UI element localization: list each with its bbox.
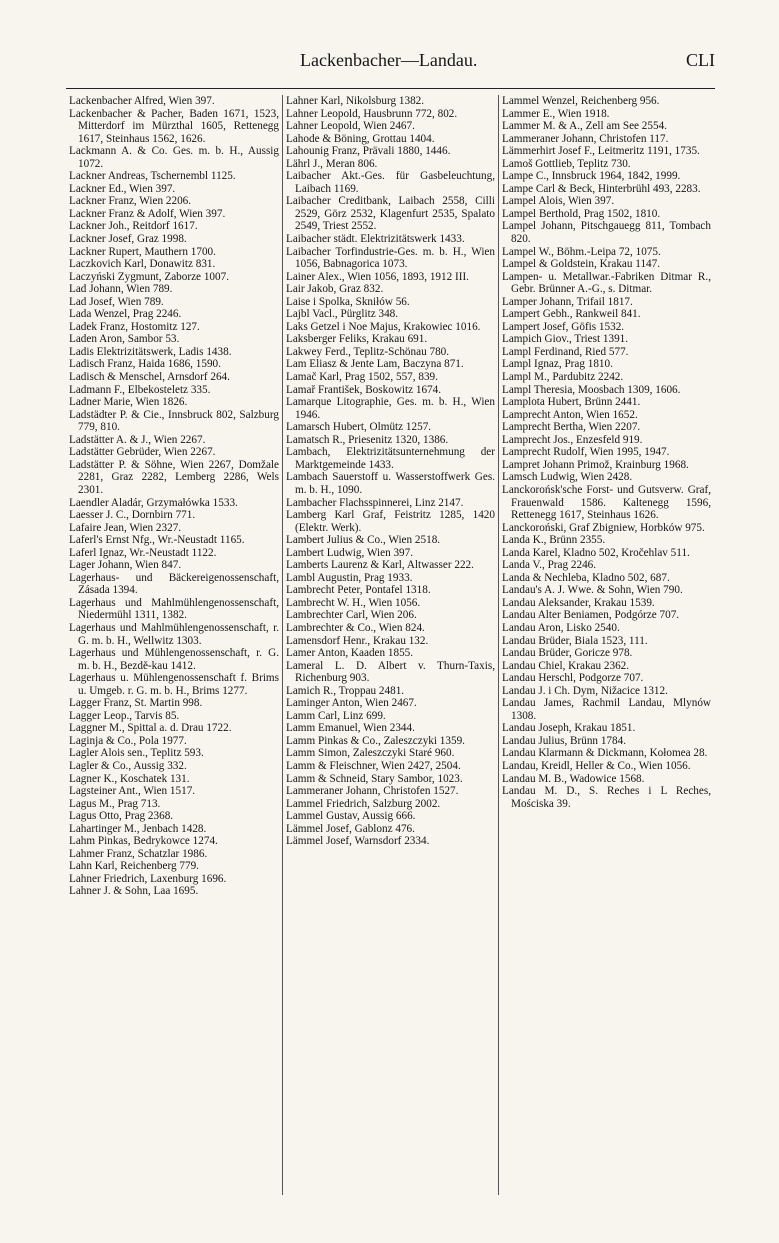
directory-entry: Landau Brüder, Goricze 978.: [502, 647, 633, 660]
directory-entry: Lagerhaus und Mahlmühlengenossenschaft, Niedermühl 1311, 1382.: [69, 596, 279, 622]
directory-entry: Lambl Augustin, Prag 1933.: [286, 571, 413, 584]
directory-entry: Lampl Ignaz, Prag 1810.: [502, 358, 613, 371]
directory-entry: Lammel Wenzel, Reichenberg 956.: [502, 95, 660, 107]
directory-entry: Lam Eliasz & Jente Lam, Baczyna 871.: [286, 358, 464, 371]
directory-column-3: [498, 95, 714, 1195]
directory-entry: Lamprecht Bertha, Wien 2207.: [502, 421, 641, 434]
directory-entry: Ladek Franz, Hostomitz 127.: [69, 320, 200, 333]
directory-entry: Lambert Ludwig, Wien 397.: [286, 546, 414, 559]
directory-entry: Lammer M. & A., Zell am See 2554.: [502, 120, 667, 133]
directory-entry: Lammeraner Johann, Christofen 1527.: [286, 785, 459, 798]
directory-entry: Lagsteiner Ant., Wien 1517.: [69, 785, 196, 798]
directory-entry: Lambert Julius & Co., Wien 2518.: [286, 534, 441, 547]
directory-entry: Lahner Leopold, Hausbrunn 772, 802.: [286, 107, 458, 120]
directory-entry: Lakwey Ferd., Teplitz-Schönau 780.: [286, 345, 450, 358]
directory-entry: Lampl Ferdinand, Ried 577.: [502, 345, 629, 358]
page-title: Lackenbacher—Landau.: [300, 50, 478, 70]
directory-entry: Laferl's Ernst Nfg., Wr.-Neustadt 1165.: [69, 534, 245, 547]
directory-entry: Laczyński Zygmunt, Zaborze 1007.: [69, 270, 229, 283]
directory-entry: Lamprecht Jos., Enzesfeld 919.: [502, 433, 643, 446]
directory-entry: Lampel Johann, Pitschgauegg 811, Tombach 820.: [502, 220, 711, 246]
directory-entry: Laden Aron, Sambor 53.: [69, 333, 180, 346]
directory-entry: Landau Joseph, Krakau 1851.: [502, 722, 636, 735]
directory-entry: Lahmer Franz, Schatzlar 1986.: [69, 847, 208, 860]
directory-entry: Lamm & Schneid, Stary Sambor, 1023.: [286, 772, 463, 785]
directory-entry: Ladstätter A. & J., Wien 2267.: [69, 433, 206, 446]
directory-entry: Lamberg Karl Graf, Feistritz 1285, 1420 (Elektr. Werk).: [286, 509, 495, 534]
directory-entry: Lampel Alois, Wien 397.: [502, 195, 615, 208]
directory-entry: Lampel & Goldstein, Krakau 1147.: [502, 258, 661, 271]
directory-entry: Lager Johann, Wien 847.: [69, 559, 182, 572]
directory-entry: Lamsch Ludwig, Wien 2428.: [502, 471, 633, 484]
directory-entry: Landau's A. J. Wwe. & Sohn, Wien 790.: [502, 584, 683, 597]
directory-entry: Landa Karel, Kladno 502, Kročehlav 511.: [502, 546, 690, 559]
directory-entry: Lagerhaus- und Bäckereigenossenschaft, Zásada 1394.: [69, 571, 279, 597]
directory-entry: Lampel Berthold, Prag 1502, 1810.: [502, 207, 661, 220]
directory-entry: Landau James, Rachmil Landau, Mlynów 1308.: [502, 697, 711, 722]
directory-entry: Lahner J. & Sohn, Laa 1695.: [69, 885, 199, 898]
directory-entry: Lahode & Böning, Grottau 1404.: [286, 132, 435, 145]
directory-entry: Lackmann A. & Co. Ges. m. b. H., Aussig 1072.: [69, 145, 279, 170]
directory-entry: Lahm Pinkas, Bedrykowce 1274.: [69, 835, 218, 848]
directory-entry: Lamař František, Boskowitz 1674.: [286, 383, 442, 396]
directory-entry: Lagner K., Koschatek 131.: [69, 772, 190, 785]
directory-column-2: [282, 95, 498, 1195]
directory-entry: Lad Josef, Wien 789.: [69, 295, 164, 308]
directory-entry: Lampich Giov., Triest 1391.: [502, 333, 629, 346]
directory-entry: Lämmel Josef, Warnsdorf 2334.: [286, 835, 430, 848]
directory-entry: Lampel W., Böhm.-Leipa 72, 1075.: [502, 245, 661, 258]
directory-entry: Lamplota Hubert, Brünn 2441.: [502, 396, 641, 409]
directory-entry: Landau Alter Beniamen, Podgórze 707.: [502, 609, 680, 622]
directory-entry: Ladstädter P. & Cie., Innsbruck 802, Salzburg 779, 810.: [69, 408, 279, 434]
directory-entry: Lamm & Fleischner, Wien 2427, 2504.: [286, 759, 461, 772]
directory-entry: Landa V., Prag 2246.: [502, 559, 597, 572]
directory-entry: Landau M. B., Wadowice 1568.: [502, 772, 645, 785]
directory-entry: Lammel Friedrich, Salzburg 2002.: [286, 797, 441, 810]
directory-entry: Lafaire Jean, Wien 2327.: [69, 521, 182, 534]
directory-entry: Ladstätter Gebrüder, Wien 2267.: [69, 446, 216, 459]
directory-entry: Landau Julius, Brünn 1784.: [502, 734, 626, 747]
directory-entry: Lameral L. D. Albert v. Thurn-Taxis, Richenburg 903.: [286, 659, 495, 685]
directory-entry: Lamensdorf Henr., Krakau 132.: [286, 634, 429, 647]
directory-entry: Lamm Simon, Zaleszczyki Staré 960.: [286, 747, 455, 760]
directory-entry: Laferl Ignaz, Wr.-Neustadt 1122.: [69, 546, 217, 559]
directory-entry: Lampe Carl & Beck, Hinterbrühl 493, 2283.: [502, 182, 701, 195]
directory-entry: Lahner Friedrich, Laxenburg 1696.: [69, 872, 227, 885]
directory-entry: Lackenbacher Alfred, Wien 397.: [69, 95, 215, 107]
page-header: [0, 50, 779, 74]
directory-entry: Laise i Spolka, Skniłów 56.: [286, 295, 410, 308]
directory-entry: Landau J. i Ch. Dym, Nižacice 1312.: [502, 684, 668, 697]
page-number: CLI: [686, 50, 715, 70]
directory-entry: Lampl Theresia, Moosbach 1309, 1606.: [502, 383, 681, 396]
directory-entry: Laibacher Akt.-Ges. für Gasbeleuchtung, Laibach 1169.: [286, 170, 495, 195]
directory-entry: Lagus Otto, Prag 2368.: [69, 810, 174, 823]
directory-entry: Lackner Joh., Reitdorf 1617.: [69, 220, 198, 233]
directory-entry: Lambach, Elektrizitätsunternehmung der Marktgemeinde 1433.: [286, 446, 495, 471]
directory-entry: Laks Getzel i Noe Majus, Krakowiec 1016.: [286, 320, 481, 333]
directory-entry: Lagger Franz, St. Martin 998.: [69, 697, 203, 710]
directory-entry: Laczkovich Karl, Donawitz 831.: [69, 258, 216, 271]
directory-entry: Lambrechter & Co., Wien 824.: [286, 621, 425, 634]
directory-entry: Lajbl Vacl., Pürglitz 348.: [286, 308, 399, 321]
directory-entry: Lamprecht Anton, Wien 1652.: [502, 408, 638, 421]
header-rule: [66, 88, 715, 89]
directory-entry: Lampl M., Pardubitz 2242.: [502, 371, 624, 384]
directory-entry: Lahn Karl, Reichenberg 779.: [69, 860, 199, 873]
directory-entry: Lahartinger M., Jenbach 1428.: [69, 822, 207, 835]
directory-entry: Lagler Alois sen., Teplitz 593.: [69, 747, 204, 760]
directory-entry: Laminger Anton, Wien 2467.: [286, 697, 417, 710]
directory-entry: Landa K., Brünn 2355.: [502, 534, 606, 547]
directory-entry: Lamarque Litographie, Ges. m. b. H., Wien 1946.: [286, 396, 495, 421]
directory-entry: Lammer E., Wien 1918.: [502, 107, 610, 120]
directory-entry: Ladis Elektrizitätswerk, Ladis 1438.: [69, 345, 232, 358]
directory-entry: Lampret Johann Primož, Krainburg 1968.: [502, 458, 689, 471]
directory-entry: Lampert Josef, Göfis 1532.: [502, 320, 625, 333]
directory-entry: Lampen- u. Metallwar.-Fabriken Ditmar R., Gebr. Brünner A.-G., s. Ditmar.: [502, 270, 711, 296]
directory-entry: Lagler & Co., Aussig 332.: [69, 759, 187, 772]
directory-entry: Lamač Karl, Prag 1502, 557, 839.: [286, 371, 438, 384]
directory-entry: Lagerhaus u. Mühlengenossenschaft f. Brims u. Umgeb. r. G. m. b. H., Brims 1277.: [69, 672, 279, 697]
directory-entry: Landau Chiel, Krakau 2362.: [502, 659, 630, 672]
directory-entry: Lampe C., Innsbruck 1964, 1842, 1999.: [502, 170, 681, 183]
directory-entry: Lair Jakob, Graz 832.: [286, 283, 384, 296]
directory-entry: Lampert Gebh., Rankweil 841.: [502, 308, 641, 321]
directory-entry: Lahner Karl, Nikolsburg 1382.: [286, 95, 425, 107]
directory-entry: Ladstätter P. & Söhne, Wien 2267, Domžale 2281, Graz 2282, Lemberg 2286, Wels 2301.: [69, 458, 279, 496]
directory-entry: Lambacher Flachsspinnerei, Linz 2147.: [286, 496, 464, 509]
directory-entry: Laibacher städt. Elektrizitätswerk 1433.: [286, 233, 465, 246]
directory-entry: Lanckorońsk'sche Forst- und Gutsverw. Graf, Frauenwald 1586. Kaltenegg 1596, Rettenegg 1617, Steinhaus 1626.: [502, 483, 711, 522]
directory-entry: Landau Herschl, Podgorze 707.: [502, 672, 644, 685]
directory-entry: Lammel Gustav, Aussig 666.: [286, 810, 416, 823]
directory-entry: Landau, Kreidl, Heller & Co., Wien 1056.: [502, 759, 691, 772]
directory-entry: Lainer Alex., Wien 1056, 1893, 1912 III.: [286, 270, 469, 283]
directory-entry: Lagus M., Prag 713.: [69, 797, 161, 810]
directory-entry: Laendler Aladár, Grzymałówka 1533.: [69, 496, 238, 509]
directory-entry: Lad Johann, Wien 789.: [69, 283, 173, 296]
directory-entry: Lamm Pinkas & Co., Zaleszczyki 1359.: [286, 734, 465, 747]
directory-entry: Lahner Leopold, Wien 2467.: [286, 120, 415, 133]
directory-entry: Lagger Leop., Tarvis 85.: [69, 709, 180, 722]
directory-entry: Lammeraner Johann, Christofen 117.: [502, 132, 669, 145]
directory-columns: [66, 95, 716, 1195]
directory-entry: Laksberger Feliks, Krakau 691.: [286, 333, 428, 346]
directory-column-1: [66, 95, 282, 1195]
directory-entry: Lamatsch R., Priesenitz 1320, 1386.: [286, 433, 449, 446]
directory-entry: Landau M. D., S. Reches i L Reches, Mościska 39.: [502, 785, 711, 810]
directory-entry: Lambrechter Carl, Wien 206.: [286, 609, 417, 622]
directory-entry: Lamprecht Rudolf, Wien 1995, 1947.: [502, 446, 670, 459]
directory-entry: Lämmerhirt Josef F., Leitmeritz 1191, 1735.: [502, 145, 700, 158]
directory-entry: Lackner Josef, Graz 1998.: [69, 233, 187, 246]
directory-entry: Ladisch Franz, Haida 1686, 1590.: [69, 358, 221, 371]
directory-entry: Lamarsch Hubert, Olmütz 1257.: [286, 421, 432, 434]
directory-entry: Landau Brüder, Biala 1523, 111.: [502, 634, 648, 647]
directory-entry: Lackner Rupert, Mauthern 1700.: [69, 245, 216, 258]
directory-entry: Lamich R., Troppau 2481.: [286, 684, 405, 697]
directory-entry: Lackner Andreas, Tschernembl 1125.: [69, 170, 236, 183]
directory-entry: Lambach Sauerstoff u. Wasserstoffwerk Ges. m. b. H., 1090.: [286, 471, 495, 496]
directory-entry: Lamer Anton, Kaaden 1855.: [286, 647, 414, 660]
directory-entry: Laggner M., Spittal a. d. Drau 1722.: [69, 722, 232, 735]
directory-entry: Lamm Carl, Linz 699.: [286, 709, 386, 722]
directory-entry: Ladner Marie, Wien 1826.: [69, 396, 188, 409]
directory-entry: Lamoš Gottlieb, Teplitz 730.: [502, 157, 631, 170]
directory-entry: Landau Aleksander, Krakau 1539.: [502, 596, 655, 609]
directory-entry: Landau Klarmann & Dickmann, Kołomea 28.: [502, 747, 708, 760]
directory-entry: Lahounig Franz, Prävali 1880, 1446.: [286, 145, 451, 158]
directory-entry: Lackner Franz & Adolf, Wien 397.: [69, 207, 226, 220]
directory-entry: Lada Wenzel, Prag 2246.: [69, 308, 182, 321]
directory-entry: Laibacher Creditbank, Laibach 2558, Cilli 2529, Görz 2532, Klagenfurt 2535, Spalato 2549, Triest 2552.: [286, 195, 495, 233]
directory-entry: Lämmel Josef, Gablonz 476.: [286, 822, 415, 835]
directory-entry: Lackner Franz, Wien 2206.: [69, 195, 192, 208]
directory-entry: Lanckoroński, Graf Zbigniew, Horbków 975.: [502, 521, 705, 534]
directory-entry: Lamberts Laurenz & Karl, Altwasser 222.: [286, 559, 474, 572]
directory-entry: Lackenbacher & Pacher, Baden 1671, 1523, Mitterdorf im Mürzthal 1605, Rettenegg 1617, Steinhaus 1562, 1626.: [69, 107, 279, 145]
directory-entry: Laibacher Torfindustrie-Ges. m. b. H., Wien 1056, Babnagorica 1073.: [286, 245, 495, 271]
directory-entry: Ladisch & Menschel, Arnsdorf 264.: [69, 371, 230, 384]
directory-entry: Laginja & Co., Pola 1977.: [69, 734, 187, 747]
directory-entry: Lackner Ed., Wien 397.: [69, 182, 176, 195]
directory-entry: Lamm Emanuel, Wien 2344.: [286, 722, 415, 735]
directory-entry: Landau Aron, Lisko 2540.: [502, 621, 620, 634]
directory-entry: Lagerhaus und Mühlengenossenschaft, r. G. m. b. H., Bezdě-kau 1412.: [69, 647, 279, 672]
directory-entry: Lährl J., Meran 806.: [286, 157, 378, 170]
directory-entry: Lambrecht Peter, Pontafel 1318.: [286, 584, 431, 597]
directory-entry: Lamper Johann, Trifail 1817.: [502, 295, 633, 308]
directory-entry: Laesser J. C., Dornbirn 771.: [69, 509, 196, 522]
directory-entry: Ladmann F., Elbekosteletz 335.: [69, 383, 211, 396]
directory-entry: Landa & Nechleba, Kladno 502, 687.: [502, 571, 670, 584]
directory-entry: Lagerhaus und Mahlmühlengenossenschaft, r. G. m. b. H., Wellwitz 1303.: [69, 621, 279, 647]
directory-entry: Lambrecht W. H., Wien 1056.: [286, 596, 421, 609]
